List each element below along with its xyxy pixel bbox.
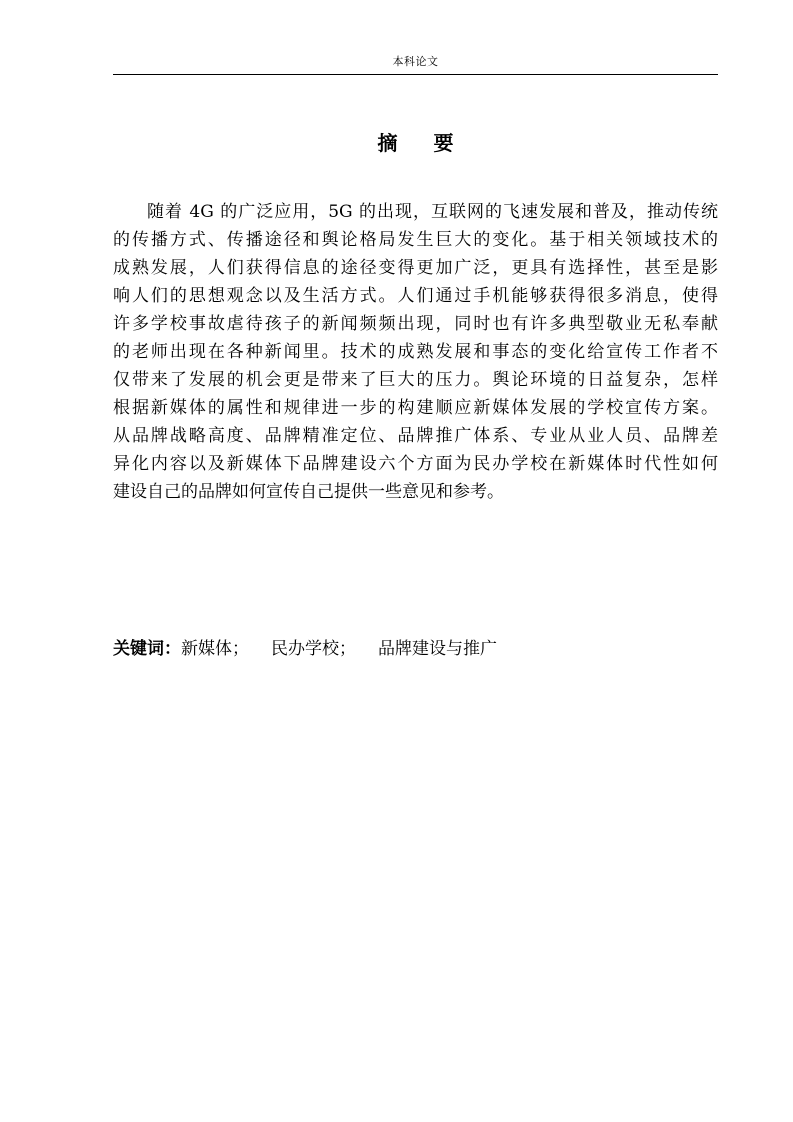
abstract-line-9: 从品牌战略高度、品牌精准定位、品牌推广体系、专业从业人员、品牌差 — [113, 426, 718, 446]
keywords-line — [113, 637, 497, 661]
abstract-line-4: 响人们的思想观念以及生活方式。人们通过手机能够获得很多消息，使得 — [113, 286, 718, 306]
abstract-body — [113, 198, 718, 506]
keyword-1: 新媒体； — [181, 639, 249, 659]
abstract-line-6: 的老师出现在各种新闻里。技术的成熟发展和事态的变化给宣传工作者不 — [113, 342, 718, 362]
abstract-line-2: 的传播方式、传播途径和舆论格局发生巨大的变化。基于相关领域技术的 — [113, 230, 718, 250]
title-char-1: 摘 — [377, 131, 398, 155]
abstract-line-10: 异化内容以及新媒体下品牌建设六个方面为民办学校在新媒体时代性如何 — [113, 454, 718, 474]
abstract-line-11: 建设自己的品牌如何宣传自己提供一些意见和参考。 — [113, 482, 504, 502]
title-char-2: 要 — [433, 131, 454, 155]
keyword-3: 品牌建设与推广 — [378, 639, 497, 659]
header-text: 本科论文 — [392, 55, 439, 68]
abstract-line-7: 仅带来了发展的机会更是带来了巨大的压力。舆论环境的日益复杂，怎样 — [113, 370, 718, 390]
abstract-line-1: 随着 4G 的广泛应用，5G 的出现，互联网的飞速发展和普及，推动传统 — [147, 202, 718, 222]
abstract-line-8: 根据新媒体的属性和规律进一步的构建顺应新媒体发展的学校宣传方案。 — [113, 398, 718, 418]
abstract-line-3: 成熟发展，人们获得信息的途径变得更加广泛，更具有选择性，甚至是影 — [113, 258, 718, 278]
page-header — [113, 52, 718, 75]
abstract-line-5: 许多学校事故虐待孩子的新闻频频出现，同时也有许多典型敬业无私奉献 — [113, 314, 718, 334]
keywords-label: 关键词： — [113, 639, 181, 659]
keyword-2: 民办学校； — [271, 639, 356, 659]
abstract-title — [113, 131, 718, 155]
